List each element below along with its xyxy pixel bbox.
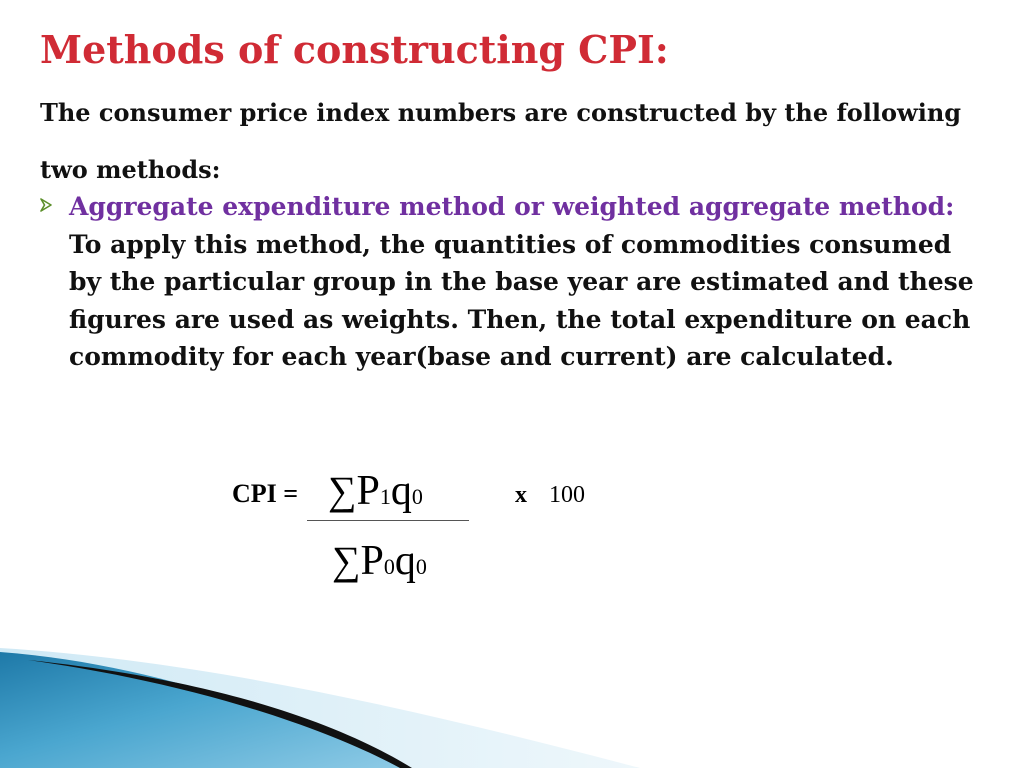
- formula-numerator: [328, 467, 423, 521]
- multiplier-value: 100: [549, 482, 585, 508]
- price-subscript: 0: [383, 554, 395, 579]
- formula-denominator: [332, 537, 427, 591]
- method-description: To apply this method, the quantities of commodities consumed by the particular group in the base year are estimated and these figures are used as weights. Then, the total expenditure on each commodity for each year(base and current) are calculated.: [69, 229, 974, 371]
- arrowhead-bullet-icon-svg: [40, 198, 52, 212]
- fraction-line: [307, 520, 469, 521]
- bullet-text: [69, 188, 980, 376]
- intro-text: The consumer price index numbers are constructed by the following two methods:: [40, 98, 962, 184]
- method-heading: Aggregate expenditure method or weighted aggregate method:: [69, 192, 955, 221]
- slide-title: Methods of constructing CPI:: [40, 27, 669, 72]
- quantity-symbol: q: [390, 468, 412, 514]
- price-subscript: 1: [379, 484, 391, 509]
- arrowhead-bullet-icon: [40, 198, 52, 216]
- summation-symbol: ∑: [332, 538, 361, 583]
- quantity-symbol: q: [394, 538, 416, 584]
- summation-symbol: ∑: [328, 468, 357, 513]
- multiply-sign: x: [515, 482, 527, 508]
- decorative-wave: [0, 600, 1024, 768]
- quantity-subscript: 0: [415, 554, 427, 579]
- formula-label: CPI =: [232, 479, 299, 508]
- bullet-item: [40, 188, 980, 376]
- quantity-subscript: 0: [411, 484, 423, 509]
- price-symbol: P: [356, 468, 380, 514]
- price-symbol: P: [360, 538, 384, 584]
